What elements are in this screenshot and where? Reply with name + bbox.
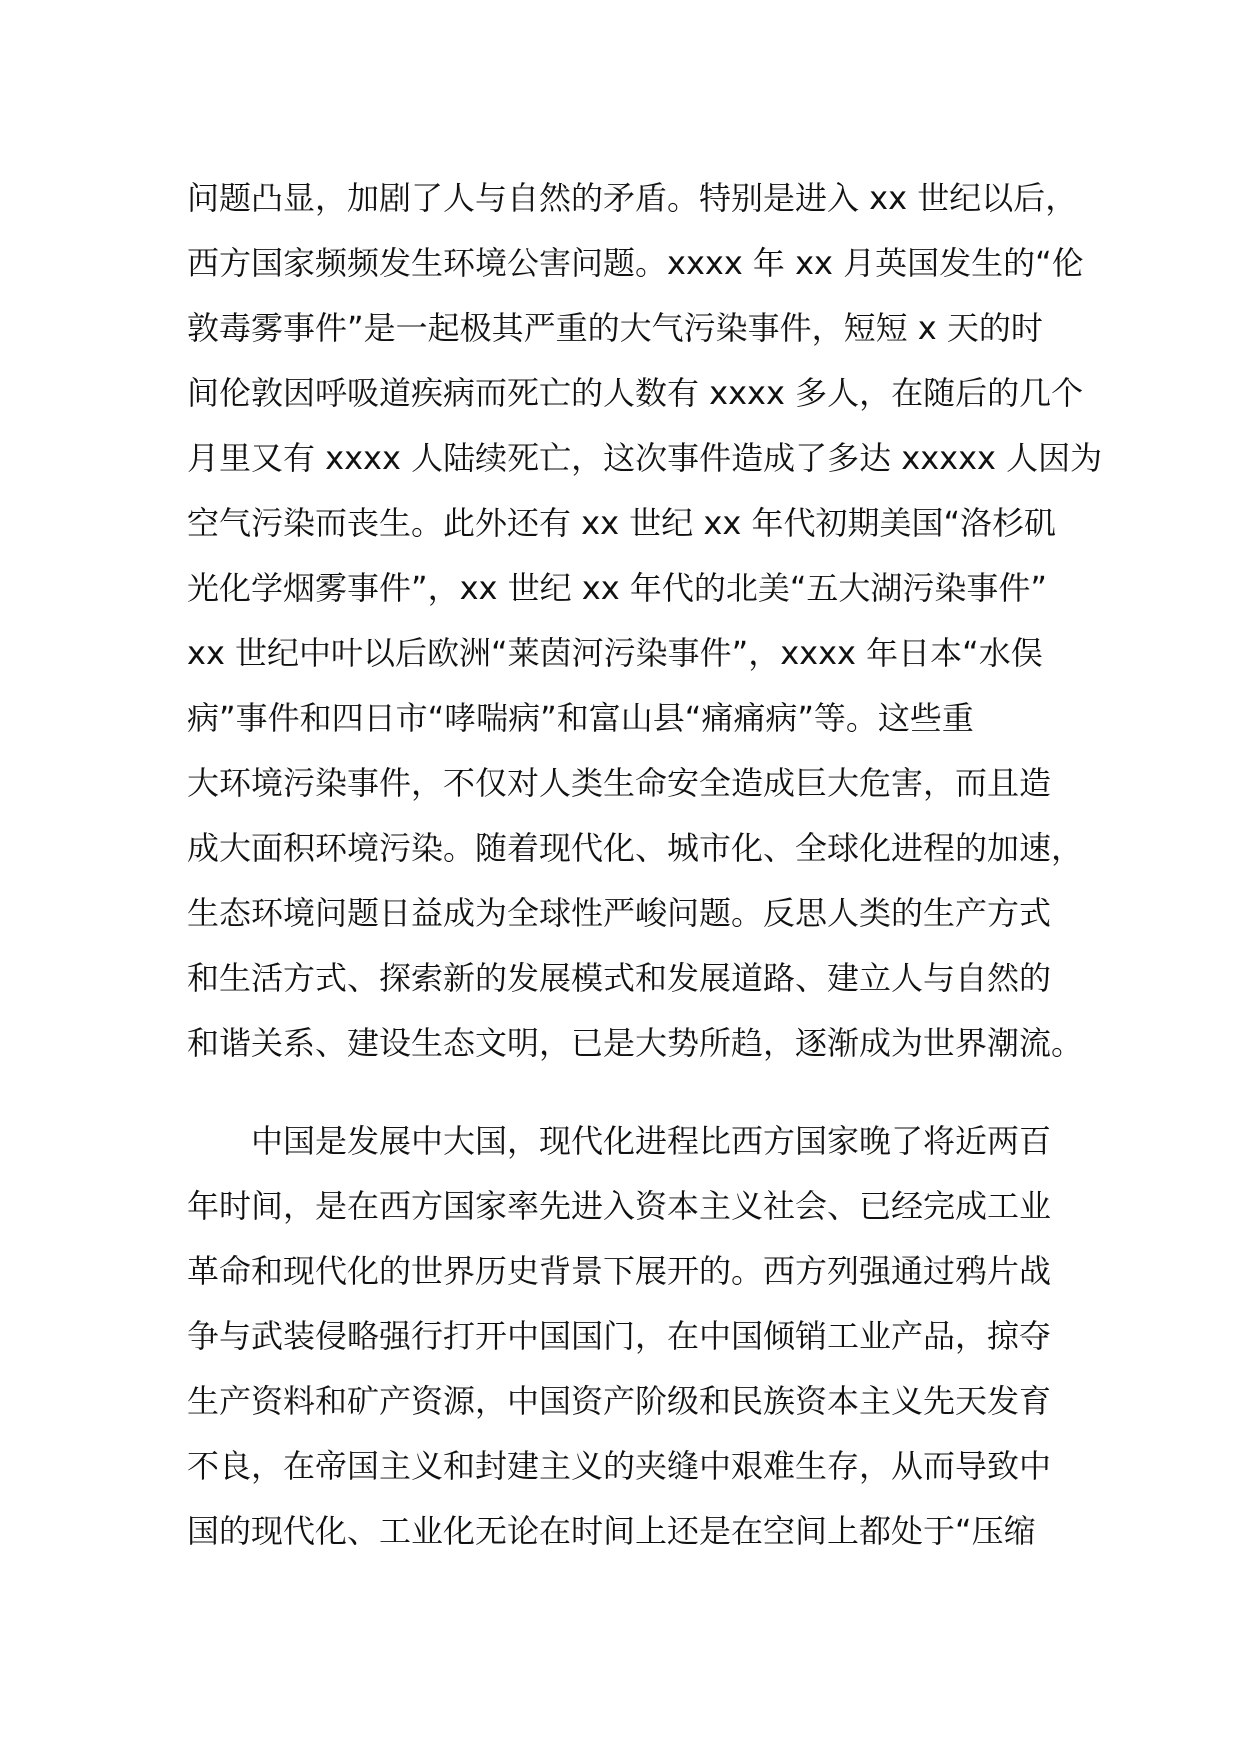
paragraph-1 — [187, 166, 1103, 1076]
text-line: xx 世纪中叶以后欧洲“莱茵河污染事件”，xxxx 年日本“水俣 — [187, 634, 1043, 672]
text-line: 和谐关系、建设生态文明，已是大势所趋，逐渐成为世界潮流。 — [187, 1024, 1084, 1062]
text-line: 间伦敦因呼吸道疾病而死亡的人数有 xxxx 多人，在随后的几个 — [187, 374, 1084, 412]
text-line: 西方国家频频发生环境公害问题。xxxx 年 xx 月英国发生的“伦 — [187, 244, 1084, 282]
text-line: 成大面积环境污染。随着现代化、城市化、全球化进程的加速， — [187, 829, 1084, 867]
text-line: 年时间，是在西方国家率先进入资本主义社会、已经完成工业 — [187, 1187, 1052, 1225]
text-line: 问题凸显，加剧了人与自然的矛盾。特别是进入 xx 世纪以后， — [187, 179, 1078, 217]
text-line: 大环境污染事件，不仅对人类生命安全造成巨大危害，而且造 — [187, 764, 1052, 802]
text-line: 国的现代化、工业化无论在时间上还是在空间上都处于“压缩 — [187, 1512, 1036, 1550]
text-line: 和生活方式、探索新的发展模式和发展道路、建立人与自然的 — [187, 959, 1052, 997]
text-line: 空气污染而丧生。此外还有 xx 世纪 xx 年代初期美国“洛杉矶 — [187, 504, 1057, 542]
text-line: 生态环境问题日益成为全球性严峻问题。反思人类的生产方式 — [187, 894, 1052, 932]
text-line: 革命和现代化的世界历史背景下展开的。西方列强通过鸦片战 — [187, 1252, 1052, 1290]
text-line: 病”事件和四日市“哮喘病”和富山县“痛痛病”等。这些重 — [187, 699, 974, 737]
text-line: 光化学烟雾事件”，xx 世纪 xx 年代的北美“五大湖污染事件” — [187, 569, 1048, 607]
text-line: 生产资料和矿产资源，中国资产阶级和民族资本主义先天发育 — [187, 1382, 1052, 1420]
text-line: 争与武装侵略强行打开中国国门，在中国倾销工业产品，掠夺 — [187, 1317, 1052, 1355]
text-line: 月里又有 xxxx 人陆续死亡，这次事件造成了多达 xxxxx 人因为 — [187, 439, 1103, 477]
text-line: 不良，在帝国主义和封建主义的夹缝中艰难生存，从而导致中 — [187, 1447, 1052, 1485]
paragraph-2 — [187, 1109, 1067, 1564]
text-line: 敦毒雾事件”是一起极其严重的大气污染事件，短短 x 天的时 — [187, 309, 1043, 347]
text-line: 中国是发展中大国，现代化进程比西方国家晚了将近两百 — [187, 1122, 1052, 1160]
